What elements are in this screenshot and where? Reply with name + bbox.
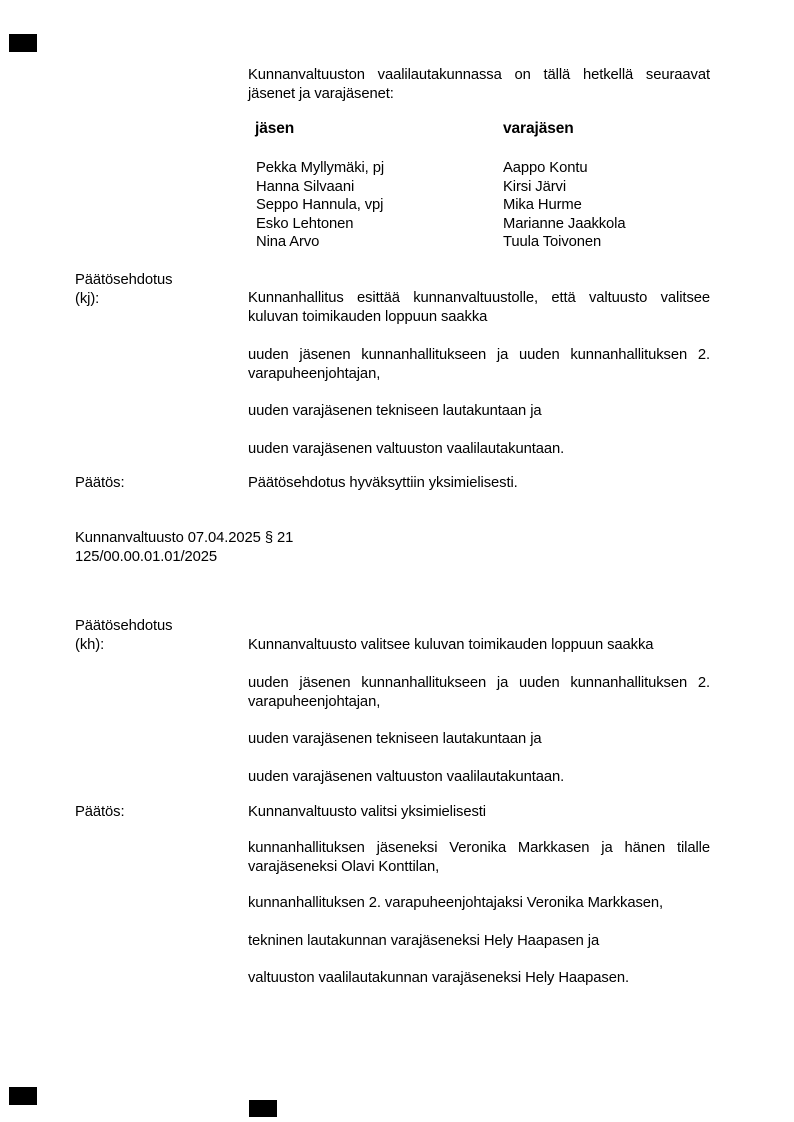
deputy-name: Mika Hurme <box>503 197 582 213</box>
proposal-kh-label <box>75 617 172 655</box>
case-reference-number: 125/00.00.01.01/2025 <box>75 549 217 565</box>
member-name: Pekka Myllymäki, pj <box>256 160 385 176</box>
redaction-box-bottom-left <box>9 1087 37 1105</box>
kj-paragraph-3: uuden varajäsenen tekniseen lautakuntaan ja <box>248 403 542 419</box>
kh-decision-label: Päätös: <box>75 804 125 820</box>
proposal-label-line1: Päätösehdotus <box>75 272 173 288</box>
deputy-column <box>503 159 626 252</box>
proposal-kj-label <box>75 271 172 309</box>
kh-paragraph-4: uuden varajäsenen valtuuston vaalilautakuntaan. <box>248 769 565 785</box>
case-reference <box>75 529 293 567</box>
proposal-label-line2: (kj): <box>75 291 100 307</box>
proposal-label-line1: Päätösehdotus <box>75 618 173 634</box>
member-name: Seppo Hannula, vpj <box>256 197 384 213</box>
kj-paragraph-4: uuden varajäsenen valtuuston vaalilautakuntaan. <box>248 441 565 457</box>
member-column <box>256 159 384 252</box>
kh-paragraph-2: uuden jäsenen kunnanhallitukseen ja uuden kunnanhallituksen 2. varapuheenjohtajan, <box>248 675 710 710</box>
kh-decision-paragraph-2: kunnanhallituksen jäseneksi Veronika Markkasen ja hänen tilalle varajäseneksi Olavi Konttilan, <box>248 840 710 875</box>
kj-decision-label: Päätös: <box>75 475 125 491</box>
proposal-label-line2: (kh): <box>75 637 105 653</box>
member-name: Esko Lehtonen <box>256 215 354 232</box>
deputy-name: Aappo Kontu <box>503 160 588 176</box>
kj-paragraph-1: Kunnanhallitus esittää kunnanvaltuustolle, että valtuusto valitsee kuluvan toimikauden loppuun saakka <box>248 290 710 325</box>
intro-paragraph: Kunnanvaltuuston vaalilautakunnassa on tällä hetkellä seuraavat jäsenet ja varajäsenet: <box>248 67 710 102</box>
kh-paragraph-1: Kunnanvaltuusto valitsee kuluvan toimikauden loppuun saakka <box>248 637 654 653</box>
redaction-box-bottom-center <box>249 1100 277 1117</box>
case-reference-meeting: Kunnanvaltuusto 07.04.2025 § 21 <box>75 530 294 546</box>
deputy-column-header: varajäsen <box>503 120 574 137</box>
kj-paragraph-2: uuden jäsenen kunnanhallitukseen ja uuden kunnanhallituksen 2. varapuheenjohtajan, <box>248 347 710 382</box>
member-name: Hanna Silvaani <box>256 178 355 195</box>
kh-decision-paragraph-3: kunnanhallituksen 2. varapuheenjohtajaksi Veronika Markkasen, <box>248 895 664 911</box>
deputy-name: Tuula Toivonen <box>503 234 602 250</box>
kh-decision-paragraph-4: tekninen lautakunnan varajäseneksi Hely Haapasen ja <box>248 933 600 949</box>
member-name: Nina Arvo <box>256 234 320 250</box>
member-column-header: jäsen <box>255 120 295 137</box>
kh-decision-paragraph-1: Kunnanvaltuusto valitsi yksimielisesti <box>248 804 486 820</box>
deputy-name: Kirsi Järvi <box>503 178 567 195</box>
kj-decision-text: Päätösehdotus hyväksyttiin yksimielisesti. <box>248 475 518 491</box>
redaction-box-top-left <box>9 34 37 52</box>
deputy-name: Marianne Jaakkola <box>503 215 626 232</box>
kh-paragraph-3: uuden varajäsenen tekniseen lautakuntaan ja <box>248 731 542 747</box>
kh-decision-paragraph-5: valtuuston vaalilautakunnan varajäseneksi Hely Haapasen. <box>248 970 630 986</box>
